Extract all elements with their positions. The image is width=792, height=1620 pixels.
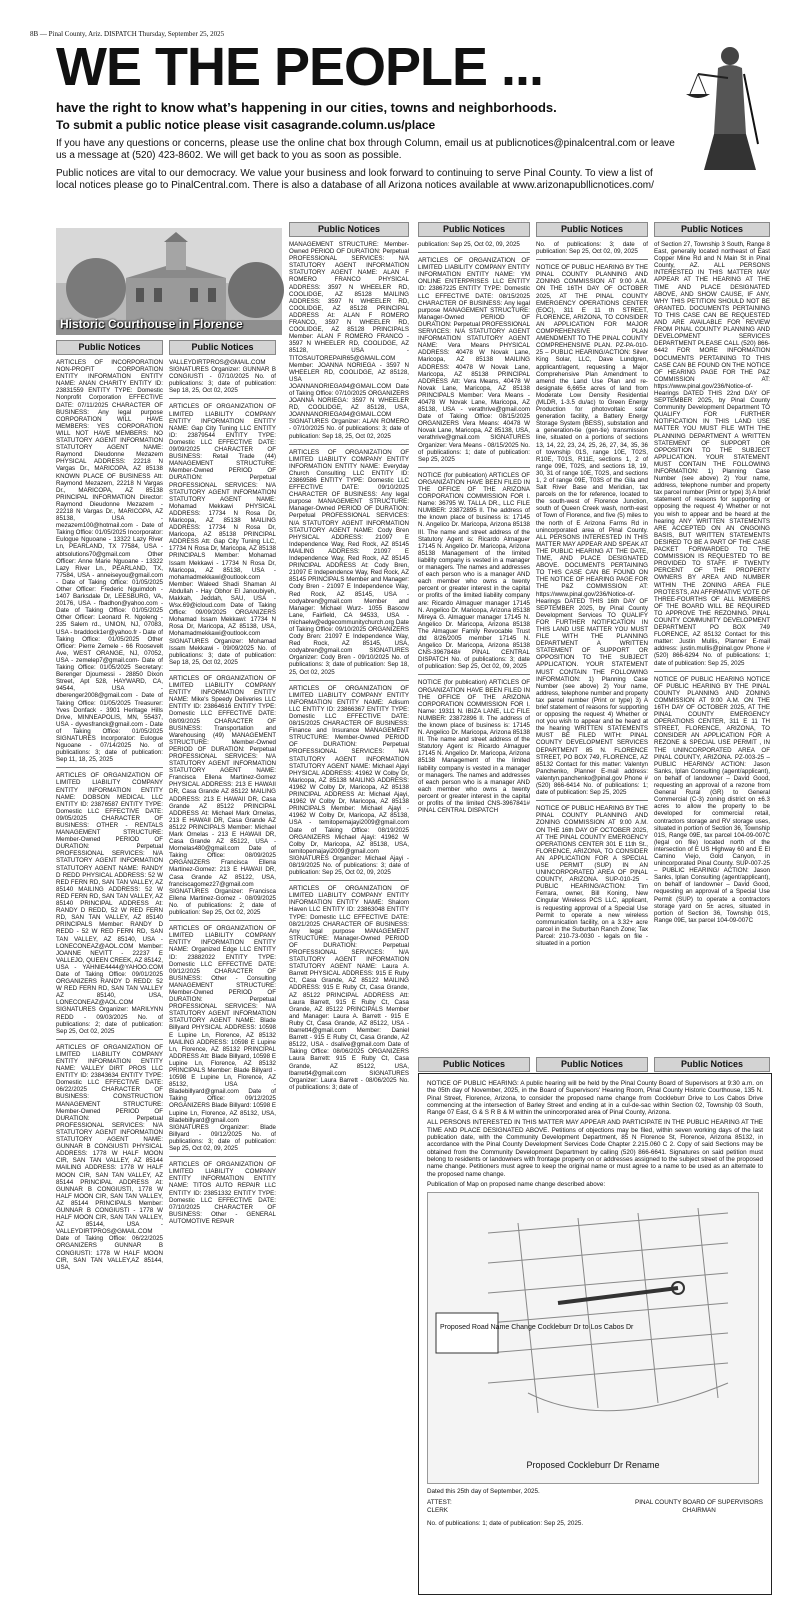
clerk-label: CLERK xyxy=(427,1506,448,1514)
section-header: Public Notices xyxy=(536,222,648,237)
submit-line: To submit a public notice please visit casagrande.column.us/place xyxy=(56,118,436,132)
notice-entry: NOTICE (for publication) ARTICLES OF ORGANIZATION HAVE BEEN FILED IN THE OFFICE OF THE ARIZONA CORPORATION COMMISSION FOR I. Name: 36795 W. TALLA DR., LLC FILE NUMBER: 23872895 II. The address of the known place of business is: 17145 N. Angelico Dr. Maricopa, Arizona 85138 III. The name and street address of the Statutory Agent is: Ricardo Almaguer 17145 N. Angelico Dr. Maricopa, Arizona 85138 Management of the limited liability company is vested in a manager or managers. The names and addresses of each person who is a manager AND each member who owns a twenty percent or greater interest in the capital or profits of the limited liability company are: Ricardo Almaguer manager 17145 N. Angelico Dr. Maricopa, Arizona 85138 Mireya G. Almaguer manager 17145 N. Angelico Dr. Maricopa, Arizona 85138 The Almaguer Family Revocable Trust dtd 8/26/2005 member 17145 N. Angelico Dr. Maricopa, Arizona 85138 CNS-3967848# PINAL CENTRAL DISPATCH No. of publications: 3; date of publication: Sep 25, Oct 02, 09, 2025 xyxy=(418,471,532,671)
photo-caption: Historic Courthouse in Florence xyxy=(60,317,243,331)
notice-entry: NOTICE OF PUBLIC HEARING NOTICE OF PUBLIC HEARING BY THE PINAL COUNTY PLANNING AND ZONING COMMISSION AT 9:00 A.M. ON THE 16TH DAY OF OCTOBER 2025, AT THE PINAL COUNTY EMERGENCY OPERATIONS CENTER, 311 E 11 TH STREET, FLORENCE, ARIZONA, TO CONSIDER AN APPLICATION FOR A REZONE & SPECIAL USE PERMIT , IN THE UNINCORPORATED AREA OF PINAL COUNTY, ARIZONA. PZ-003-25 – PUBLIC HEARING/ ACTION: Jason Sanks, Iplan Consulting (agent/applicant), on behalf of landowner – David Good, requesting an approval of a rezone from General Rural (GR) to General Commercial (C-3) zoning district on ±6.3 acres to allow the property to be developed for commercial retail, contractors storage and RV storage uses, situated in portion of Section 36, Township 01S, Range 09E, tax parcel 104-09-007C (legal on file) located north of the intersection of E US Highway 60 and E El Camino Viejo, Gold Canyon, in unincorporated Pinal County. SUP-007-25 – PUBLIC HEARING/ ACTION: Jason Sanks, Iplan Consulting (agent/applicant), on behalf of landowner – David Good, requesting an approval of a Special Use Permit (SUP) to operate a contractors storage yard on 5± acres, situated in portion of Section 36, Township 01S, Range 09E, tax parcel 104-09-007C xyxy=(654,675,772,924)
notice-publications: No. of publications: 1; date of publication: Sep 25, 2025. xyxy=(427,1520,584,1528)
section-header: Public Notices xyxy=(289,222,409,237)
attest-label: ATTEST: xyxy=(427,1499,452,1507)
notice-paragraph-2: ALL PERSONS INTERESTED IN THIS MATTER MAY APPEAR AND PARTICIPATE IN THE PUBLIC HEARING AT THE TIME AND PLACE DESIGNATED ABOVE. Petitions of objections may be filed, within seven working days of the last publication date, with the Community Development Department, 85 N Florence St, Florence, Arizona 85132, in accordance with the Pinal County Development Services Code Chapter 2.215.060 C 2. Copy of said Sections may be obtained from the Community Development Department by calling (520) 866-6641. Signatures on said petition must belong to residents or landowners with frontage property on or addresses assigned to the subject street of the proposed name change. Petitioners must agree to keep the original name or must agree to a name to be used as an alternate to the proposed name change. xyxy=(427,1119,763,1178)
notice-entry: NOTICE (for publication) ARTICLES OF ORGANIZATION HAVE BEEN FILED IN THE OFFICE OF THE ARIZONA CORPORATION COMMISSION FOR I. Name: 19311 N. IBIZA LANE, LLC FILE NUMBER: 23872896 II. The address of the known place of business is: 17145 N. Angelico Dr. Maricopa, Arizona 85138 III. The name and street address of the Statutory Agent is: Ricardo Almaguer 17145 N. Angelico Dr. Maricopa, Arizona 85138 Management of the limited liability company is vested in a manager or managers. The names and addresses of each person who is a manager AND each member who owns a twenty percent or greater interest in the capital or profits of the limited CNS-3967841# PINAL CENTRAL DISPATCH xyxy=(418,679,532,815)
notice-entry: ARTICLES OF ORGANIZATION OF LIMITED LIABILITY COMPANY ENTITY INFORMATION ENTITY NAME: TITOS AUTO REPAIR LLC ENTITY ID: 23851332 ENTITY TYPE: Domestic LLC EFFECTIVE DATE: 07/10/2025 CHARACTER OF BUSINESS: Other - GENERAL AUTOMOTIVE REPAIR xyxy=(169,1161,278,1225)
map-graphic xyxy=(428,1193,758,1483)
notice-entry: MANAGEMENT STRUCTURE: Member-Owned PERIOD OF DURATION: Perpetual PROFESSIONAL SERVICES: N/A STATUTORY AGENT INFORMATION STATUTORY AGENT NAME: ALAN F ROMERO FRANCO PHYSICAL ADDRESS: 3597 N WHEELER RD, COOLIDGE, AZ 85128 MAILING ADDRESS: 3597 N WHEELER RD, COOLIDGE, AZ 85128 PRINCIPAL ADDRESS At: ALAN F ROMERO FRANCO, 3597 N WHEELER RD, COOLIDGE, AZ 85128 PRINCIPALS Member: ALAN F ROMERO FRANCO - 3597 N WHEELER RD, COOLIDGE, AZ 85128, USA - TITOSAUTOREPAIR65@GMAIL.COM Member: JOANNA NORIEGA - 3597 N WHEELER RD, COOLIDGE, AZ 85128, USA - JOANNANORIEGA94@GMAIL.COM Date of Taking Office: 07/10/2025 ORGANIZERS JOANNA NORIEGA: 3597 N WHEELER RD, COOLIDGE, AZ 85128, USA, JOANNANORIEGA94@GMAIL.COM SIGNATURES Organizer: ALAN ROMERO - 07/10/2025 No. of publications: 3; date of publication: Sep 18, 25, Oct 02, 2025 xyxy=(289,241,411,440)
section-header: Public Notices xyxy=(654,1057,770,1072)
notice-entry: of Section 27, Township 3 South, Range 8 East, generally located northeast of East Copper Mine Rd and N Main St in Pinal County, AZ. ALL PERSONS INTERESTED IN THIS MATTER MAY APPEAR AT THE HEARING AT THE TIME AND PLACE DESIGNATED ABOVE, AND SHOW CAUSE, IF ANY, WHY THIS PETITION SHOULD NOT BE GRANTED. DOCUMENTS PERTAINING TO THIS CASE CAN BE REQUESTED AND ARE AVAILABLE FOR REVIEW FROM PINAL COUNTY PLANNING AND DEVELOPMENT SERVICES DEPARTMENT PLEASE CALL (520) 866-6442 FOR MORE INFORMATION DOCUMENTS PERTAINING TO THIS CASE CAN BE FOUND ON THE NOTICE OF HEARING PAGE FOR THE P&Z COMMISSION AT: https://www.pinal.gov/236/Notice-of-Hearings DATED THIS 22nd DAY OF SEPTEMBER 2025, by Pinal County Community Development Department TO QUALIFY FOR FURTHER NOTIFICATION IN THIS LAND USE MATTER YOU MUST FILE WITH THE PLANNING DEPARTMENT A WRITTEN STATEMENT OF SUPPORT OR OPPOSITION TO THE SUBJECT APPLICATION. YOUR STATEMENT MUST CONTAIN THE FOLLOWING INFORMATION: 1) Planning Case Number (see above) 2) Your name, address, telephone number and property tax parcel number (Print or type) 3) A brief statement of reasons for supporting or opposing the request 4) Whether or not you wish to appear and be heard at the hearing ANY WRITTEN STATEMENTS ARE ACCEPTED ON AN ONGOING BASIS, BUT WRITTEN STATEMENTS DESIRED TO BE A PART OF THE CASE PACKET FORWARDED TO THE COMMISSION IS REQUESTED TO BE PROVIDED TO STAFF. IF TWENTY PERCENT OF THE PROPERTY OWNERS BY AREA AND NUMBER WITHIN THE ZONING AREA FILE PROTESTS, AN AFFIRMATIVE VOTE OF THREE-FOURTHS OF ALL MEMBERS OF THE BOARD WILL BE REQUIRED TO APPROVE THE REZONING. PINAL COUNTY COMMUNITY DEVELOPMENT DEPARTMENT PO BOX 749 FLORENCE, AZ 85132 Contact for this matter: Justin Mullis, Planner E-mail address: justin.mullis@pinal.gov Phone # (520) 866-6294 No. of publications: 1; date of publication: Sep 25, 2025 xyxy=(654,241,772,667)
notice-column-4 xyxy=(418,222,530,1054)
notice-column-6 xyxy=(654,222,770,1054)
notice-column-2 xyxy=(169,340,276,1600)
notice-column-5 xyxy=(536,222,648,1054)
notice-entry: ARTICLES OF ORGANIZATION OF LIMITED LIABILITY COMPANY ENTITY INFORMATION ENTITY NAME: Shalom Haven LLC ENTITY ID: 23863048 ENTITY TYPE: Domestic LLC EFFECTIVE DATE: 08/21/2025 CHARACTER OF BUSINESS: Any legal purpose MANAGEMENT STRUCTURE: Manager-Owned PERIOD OF DURATION: Perpetual PROFESSIONAL SERVICES: N/A STATUTORY AGENT INFORMATION STATUTORY AGENT NAME: Laura A. Barrett PHYSICAL ADDRESS: 915 E Ruby Ct, Casa Grande, AZ 85122 MAILING ADDRESS: 915 E Ruby Ct, Casa Grande, AZ 85122 PRINCIPAL ADDRESS Att: Laura Barrett, 915 E Ruby Ct, Casa Grande, AZ 85122 PRINCIPALS Member and Manager: Laura A. Barrett - 915 E Ruby Ct, Casa Grande, AZ 85122, USA - lbarrett4@gmail.com Member: Daniel Barrett - 915 E Ruby Ct, Casa Grande, AZ 85122, USA - dsalive@gmail.com Date of Taking Office: 08/06/2025 ORGANIZERS Laura Barrett: 915 E Ruby Ct, Casa Grande, AZ 85122, USA, lbarrett4@gmail.com SIGNATURES Organizer: Laura Barrett - 08/06/2025 No. of publications: 3; date of xyxy=(289,885,411,1091)
notice-entry: VALLEYDIRTPROS@GMAIL.COM SIGNATURES Organizer: GUNNAR B CONGIUSTI - 07/10/2025 No. of publications: 3; date of publication: Sep 18, 25, Oct 02, 2025 xyxy=(169,359,278,395)
notice-entry: ARTICLES OF INCORPORATION NON-PROFIT CORPORATION ENTITY INFORMATION ENTITY NAME: ANAN CHARITY ENTITY ID: 23831559 ENTITY TYPE: Domestic Nonprofit Corporation EFFECTIVE DATE: 07/11/2025 CHARACTER OF BUSINESS: Any legal purpose CORPORATION WILL HAVE MEMBERS: YES CORPORATION WILL NOT HAVE MEMBERS: NO STATUTORY AGENT INFORMATION STATUTORY AGENT NAME: Raymond Dieudonne Mezazem PHYSICAL ADDRESS: 22218 N Vargas Dr., MARICOPA, AZ 85138 KNOWN PLACE OF BUSINESS Att: Raymond Mezazem, 22218 N Vargas Dr., MARICOPA, AZ 85138 PRINCIPAL INFORMATION Director: Raymond Dieudonne Mezazem - 22218 N Vargas Dr., MARICOPA, AZ 85138, USA - mezazem100@hotmail.com - Date of Taking Office: 01/05/2025 Incorporator: Eulogue Nguoane - 13322 Lazy River Ln, PEARLAND, TX 77584, USA - abtsolutions70@gmail.com Other Officer: Anne Marie Nguoane - 13322 Lazy River Ln., PEARLAND, TX, 77584, USA - anneiseyou@gmail.com - Date of Taking Office: 01/05/2025 Other Officer: Frederic Nguimdoh - 1407 Barksdale Dr, LEESBURG, VA, 20176, USA - fbadhon@yahoo.com - Date of Taking Office: 01/05/2025 Other Officer: Leonard R. Ngoleng - 235 Salem rd., UNION, NJ, 07083, USA - braddock1er@yahoo.fr - Date of Taking Office: 01/05/2025 Other Officer: Pierre Zemele - 66 Roosevelt Ave, WEST ORANGE, NJ, 07052, USA - zemelep7@gmail.com- Date of Taking Office: 01/05/2025 Secretary: Berenger Djoumessi - 28850 Dixon Street, Apt 528, HAYWARD, CA, 94544, USA - dberenger2008@gmail.com - Date of Taking Office: 01/05/2025 Treasurer: Yves Donfack - 3901 Heritage Hills Drive, MINNEAPOLIS, MN, 55437, USA - dyvesfranck@gmail.com - Date of Taking Office: 01/05/2025 SIGNATURES Incorporator: Eulogue Nguoane - 07/14/2025 No. of publications: 3; date of publication: Sep 11, 18, 25, 2025 xyxy=(56,359,165,764)
road-rename-map xyxy=(427,1192,759,1484)
notice-entry: ARTICLES OF ORGANIZATION OF LIMITED LIABILITY COMPANY ENTITY INFORMATION ENTITY NAME: DOBSON MEDICAL LLC ENTITY ID: 23876587 ENTITY TYPE: Domestic LLC EFFECTIVE DATE: 09/05/2025 CHARACTER OF BUSINESS: OTHER - RENTALS MANAGEMENT STRUCTURE: Member-Owned PERIOD OF DURATION: Perpetual PROFESSIONAL SERVICES: N/A STATUTORY AGENT INFORMATION STATUTORY AGENT NAME: RANDY D REDD PHYSICAL ADDRESS: 52 W RED FERN RD, SAN TAN VALLEY, AZ 85140 MAILING ADDRESS: 52 W RED FERN RD, SAN TAN VALLEY, AZ 85140 PRINCIPAL ADDRESS At: RANDY D REDD, 52 W RED FERN RD, SAN TAN VALLEY, AZ 85140 PRINCIPALS Member: RANDY D REDD - 52 W RED FERN RD, SAN TAN VALLEY, AZ 85140, USA - LONECONEAZ@AOL.COM Member: JOANNE NEVITT - 22237 E VALLEJO, QUEEN CREEK, AZ 85142, USA - YAHNIE4444@YAHOO.COM Date of Taking Office: 09/01/2025 ORGANIZERS RANDY D REDD: 52 W RED FERN RD, SAN TAN VALLEY AZ 85140, USA, LONECONEAZ@AOL.COM SIGNATURES Organizer: MARILYNN REDD - 09/03/2025 No. of publications: 2; date of publication: Sep 25, Oct 02, 2025 xyxy=(56,772,165,1035)
notice-entry: ARTICLES OF ORGANIZATION OF LIMITED LIABILITY COMPANY ENTITY INFORMATION ENTITY NAME: Everyday Church Consulting LLC ENTITY ID: 23869586 ENTITY TYPE: Domestic LLC EFFECTIVE DATE: 09/10/2025 CHARACTER OF BUSINESS: Any legal purpose MANAGEMENT STRUCTURE: Manager-Owned PERIOD OF DURATION: Perpetual PROFESSIONAL SERVICES: N/A STATUTORY AGENT INFORMATION STATUTORY AGENT NAME: Cody Bren PHYSICAL ADDRESS: 21097 E Independence Way, Red Rock, AZ 85145 MAILING ADDRESS: 21097 E Independence Way, Red Rock, AZ 85145 PRINCIPAL ADDRESS At: Cody Bren, 21097 E Independence Way, Red Rock, AZ 85145 PRINCIPALS Member and Manager: Cody Bren - 21097 E Independence Way, Red Rock, AZ 85145, USA - codyabren@gmail.com Member and Manager: Michael Wurz- 1055 Bascow Lane, Fairfield, CA 94533, USA - michaelw@edgecommunitychurch.org Date of Taking Office: 09/10/2025 ORGANIZERS Cody Bren: 21097 E Independence Way, Red Rock, AZ 85145, USA, codyabren@gmail.com SIGNATURES Organizer: Cody Bren - 09/10/2025 No. of publications: 3; date of publication: Sep 18, 25, Oct 02, 2025 xyxy=(289,448,411,676)
road-rename-notice xyxy=(418,1073,772,1595)
notice-entry: ARTICLES OF ORGANIZATION OF LIMITED LIABILITY COMPANY ENTITY INFORMATION ENTITY NAME: YM ONLINE ENTERPRISES LLC ENTITY ID: 23867225 ENTITY TYPE: Domestic LLC EFFECTIVE DATE: 08/15/2025 CHARACTER OF BUSINESS: Any legal purpose MANAGEMENT STRUCTURE: Manager-Owned PERIOD OF DURATION: Perpetual PROFESSIONAL SERVICES: N/A STATUTORY AGENT INFORMATION STATUTORY AGENT NAME: Vera Means PHYSICAL ADDRESS: 40478 W Novak Lane, Maricopa, AZ 85138 MAILING ADDRESS: 40478 W Novak Lane, Maricopa, AZ 85138 PRINCIPAL ADDRESS Att: Vera Means, 40478 W Novak Lane, Maricopa, AZ 85138 PRINCIPALS Member: Vera Means - 40478 W Novak Lane, Maricopa, AZ 85138, USA - verathrive@gmail.com Date of Taking Office: 08/15/2025 ORGANIZERS Vera Means: 40478 W Novak Lane, Maricopa, AZ 85138, USA, verathrive@gmail.com SIGNATURES Organizer: Vera Means - 08/15/2025 No. of publications: 1; date of publication: Sep 25, 2025 xyxy=(418,257,532,463)
section-header: Public Notices xyxy=(169,340,276,355)
dated-line: Dated this 25th day of September, 2025. xyxy=(427,1488,540,1496)
section-header: Public Notices xyxy=(418,1057,530,1072)
section-header: Public Notices xyxy=(56,340,163,355)
notice-entry: ARTICLES OF ORGANIZATION OF LIMITED LIABILITY COMPANY ENTITY INFORMATION ENTITY NAME: Adisum LLC ENTITY ID: 23866367 ENTITY TYPE: Domestic LLC EFFECTIVE DATE: 08/15/2025 CHARACTER OF BUSINESS: Finance and Insurance MANAGEMENT STRUCTURE: Member-Owned PERIOD OF DURATION: Perpetual PROFESSIONAL SERVICES: N/A STATUTORY AGENT INFORMATION STATUTORY AGENT NAME: Michael Ajayi PHYSICAL ADDRESS: 41962 W Colby Dr, Maricopa, AZ 85138 MAILING ADDRESS: 41962 W Colby Dr, Maricopa, AZ 85138 PRINCIPAL ADDRESS At: Michael Ajayi, 41962 W Colby Dr, Maricopa, AZ 85138 PRINCIPALS Member: Michael Ajayi - 41962 W Colby Dr, Maricopa, AZ 85138, USA - temitopemajayi2009@gmail.com Date of Taking Office: 08/19/2025 ORGANIZERS Michael Ajayi: 41962 W Colby Dr, Maricopa, AZ 85138, USA, temitopemajayi2009@gmail.com SIGNATURES Organizer: Michael Ajayi - 08/19/2025 No. of publications: 3; date of publication: Sep 25, Oct 02, 09, 2025 xyxy=(289,684,411,877)
notice-column-3 xyxy=(289,222,409,1600)
notice-entry: ARTICLES OF ORGANIZATION OF LIMITED LIABILITY COMPANY ENTITY INFORMATION ENTITY NAME: Mike's Speedy Deliveries LLC ENTITY ID: 23864616 ENTITY TYPE: Domestic LLC EFFECTIVE DATE: 08/09/2025 CHARACTER OF BUSINESS: Transportation and Warehousing (49) MANAGEMENT STRUCTURE: Member-Owned PERIOD OF DURATION: Perpetual PROFESSIONAL SERVICES: N/A STATUTORY AGENT INFORMATION STATUTORY AGENT NAME: Francisca Ellena Martinez-Gomez PHYSICAL ADDRESS: 213 E HAWAII DR, Casa Grande AZ 85122 MAILING ADDRESS: 213 E HAWAII DR, Casa Grande AZ 85122 PRINCIPAL ADDRESS At: Michael Mark Ornelas, 213 E HAWAII DR, Casa Grande AZ 85122 PRINCIPALS Member: Michael Mark Ornelas - 213 E HAWAII DR, Casa Grande AZ 85122, USA - Mornelas480@gmail.com Date of Taking Office: 08/09/2025 ORGANIZERS Francisca Ellena Martinez-Gomez: 213 E HAWAII DR, Casa Grande AZ 85122, USA, franciscagomez27@gmail.com SIGNATURES Organizer: Francisca Ellena Martinez-Gomez - 08/09/2025 No. of publications: 2; date of publication: Sep 25, Oct 02, 2025 xyxy=(169,674,278,917)
intro-paragraph-2: Public notices are vital to our democracy. We value your business and look forward to continuing to serve Pinal County. To view a list of local notices please go to PinalCentral.com. There is also a database of all Arizona notices available at www.arizonapubllicnotices.com/ xyxy=(56,168,654,191)
notice-entry: NOTICE OF PUBLIC HEARING BY THE PINAL COUNTY PLANNING AND ZONING COMMISSION AT 9:00 A.M. ON THE 16th DAY OF OCTOBER 2025, AT THE PINAL COUNTY EMERGENCY OPERATIONS CENTER 301 E 11th St., FLORENCE, ARIZONA, TO CONSIDER AN APPLICATION FOR A SPECIAL USE PERMIT (SUP) IN AN UNINCORPORATED AREA OF PINAL COUNTY, ARIZONA. SUP-010-25 - PUBLIC HEARING/ACTION: Tim Ferrara, owner, Bill Koning, New Cingular Wireless PCS LLC, applicant, is requesting approval of a Special Use Permit to operate a new wireless communication facility, on a 3.32+ acre parcel in the Suburban Ranch Zone; Tax Parcel: 210-73-0030 - legals on file - situated in a portion xyxy=(536,805,650,947)
chairman-label: CHAIRMAN xyxy=(682,1506,716,1514)
lady-justice-illustration xyxy=(680,34,770,174)
map-label: Proposed Road Name Change Cockleburr Dr to Los Cabos Dr xyxy=(440,1324,634,1332)
notice-paragraph-3: Publication of Map on proposed name change described above: xyxy=(427,1180,606,1188)
notice-paragraph-1: NOTICE OF PUBLIC HEARING: A public hearing will be held by the Pinal County Board of Supervisors at 9:30 a.m. on the 05th day of November, 2025, in the Board of Supervisors' Hearing Room, Pinal County Historic Courthouse, 135 N. Pinal Street, Florence, Arizona, to consider the proposed name change from Cockleburr Drive to Los Cabos Drive commencing at the intersection of Barley Street and ending at in a cul-de-sac within Section 02, Township 03 South, Range 07 East, G & S R B & M within the unincorporated area of Pinal County, Arizona. xyxy=(427,1080,763,1117)
notice-entry: ARTICLES OF ORGANIZATION OF LIMITED LIABILITY COMPANY ENTITY INFORMATION ENTITY NAME: Gap City Tuning LLC ENTITY ID: 23879544 ENTITY TYPE: Domestic LLC EFFECTIVE DATE: 09/09/2025 CHARACTER OF BUSINESS: Retail Trade (44) MANAGEMENT STRUCTURE: Member-Owned PERIOD OF DURATION: Perpetual PROFESSIONAL SERVICES: N/A STATUTORY AGENT INFORMATION STATUTORY AGENT NAME: Mohamad Mekkawi PHYSICAL ADDRESS: 17734 N Rosa Dr, Maricopa, AZ 85138 MAILING ADDRESS: 17734 N Rosa Dr, Maricopa, AZ 85138 PRINCIPAL ADDRESS Att: Gap City Tuning LLC, 17734 N Rosa Dr, Maricopa, AZ 85138 PRINCIPALS Member: Mohamad Issam Mekkawi - 17734 N Rosa Dr, Maricopa, AZ 85138, USA - mohamadmekkawi@outlook.com Member: Waleed Shadi Shaman Al Abdullah - Hay Obhor El Janoubiyeh, Makkah, Jeddah, SAU, USA - Wsx.69@icloud.com Date of Taking Office: 09/09/2025 ORGANIZERS Mohamad Issam Mekkawi: 17734 N Rosa Dr, Maricopa, AZ 85138, USA, Mohamadmekkawi@outlook.com SIGNATURES Organizer: Mohamad Issam Mekkawi - 09/09/2025 No. of publications: 3; date of publication: Sep 18, 25, Oct 02, 2025 xyxy=(169,403,278,666)
notice-entry: ARTICLES OF ORGANIZATION OF LIMITED LIABILITY COMPANY ENTITY INFORMATION ENTITY NAME: Organized Edge LLC ENTITY ID: 23882022 ENTITY TYPE: Domestic LLC EFFECTIVE DATE: 09/12/2025 CHARACTER OF BUSINESS: Other - Consulting MANAGEMENT STRUCTURE: Member-Owned PERIOD OF DURATION: Perpetual PROFESSIONAL SERVICES: N/A STATUTORY AGENT INFORMATION STATUTORY AGENT NAME: Blade Billyard PHYSICAL ADDRESS: 10598 E Lupine Ln, Florence, AZ 85132 MAILING ADDRESS: 10598 E Lupine Ln, Florence, AZ 85132 PRINCIPAL ADDRESS Att: Blade Billyard, 10598 E Lupine Ln, Florence, AZ 85132 PRINCIPALS Member: Blade Billyard - 10598 E Lupine Ln, Florence, AZ 85132, USA - Bladebillyard@gmail.com Date of Taking Office: 09/12/2025 ORGANIZERS Blade Billyard: 10598 E Lupine Ln, Florence, AZ 85132, USA, Bladebillyard@gmail.com SIGNATURES Organizer: Blade Billyard - 09/12/2025 No. of publications: 3; date of publication: Sep 25, Oct 02, 09, 2025 xyxy=(169,925,278,1153)
masthead-title: WE THE PEOPLE ... xyxy=(56,37,544,97)
notice-entry: publication: Sep 25, Oct 02, 09, 2025 xyxy=(418,241,520,248)
tagline: have the right to know what’s happening in our cities, towns and neighborhoods. xyxy=(56,100,557,115)
board-label: PINAL COUNTY BOARD OF SUPERVISORS xyxy=(635,1499,763,1507)
section-header: Public Notices xyxy=(536,1057,648,1072)
intro-block xyxy=(56,138,676,198)
notice-column-1 xyxy=(56,340,163,1600)
signature-block xyxy=(427,1499,763,1514)
page-folio: 8B — Pinal County, Ariz. DISPATCH Thursday, September 25, 2025 xyxy=(30,30,225,38)
section-header: Public Notices xyxy=(654,222,770,237)
notice-entry: ARTICLES OF ORGANIZATION OF LIMITED LIABILITY COMPANY ENTITY INFORMATION ENTITY NAME: VALLEY DIRT PROS LLC ENTITY ID: 23843634 ENTITY TYPE: Domestic LLC EFFECTIVE DATE: 06/22/2025 CHARACTER OF BUSINESS: CONSTRUCTION MANAGEMENT STRUCTURE: Member-Owned PERIOD OF DURATION: Perpetual PROFESSIONAL SERVICES: N/A STATUTORY AGENT INFORMATION STATUTORY AGENT NAME: GUNNAR B CONGIUSTI PHYSICAL ADDRESS: 1778 W HALF MOON CIR, SAN TAN VALLEY, AZ 85144 MAILING ADDRESS: 1778 W HALF MOON CIR, SAN TAN VALLEY, AZ 85144 PRINCIPAL ADDRESS At: GUNNAR B CONGIUSTI, 1778 W HALF MOON CIR, SAN TAN VALLEY, AZ 85144 PRINCIPALS Member: GUNNAR B CONGIUSTI - 1778 W HALF MOON CIR, SAN TAN VALLEY, AZ 85144, USA - VALLEYDIRTPROS@GMAIL.COM Date of Taking Office: 06/22/2025 ORGANIZERS GUNNAR B CONGIUSTI: 1778 W HALF MOON CIR, SAN TAN VALLEY,AZ 85144, USA, xyxy=(56,1043,165,1271)
intro-paragraph-1: If you have any questions or concerns, please use the online chat box through Column, email us at publicnotices@pinalcentral.com or leave us a message at (520) 423-8602. We will get back to you as soon as possible. xyxy=(56,138,675,161)
map-title: Proposed Cockleburr Dr Rename xyxy=(526,1460,660,1471)
courthouse-photo xyxy=(56,228,282,335)
notice-entry: NOTICE OF PUBLIC HEARING BY THE PINAL COUNTY PLANNING AND ZONING COMMISSION AT 9:00 A.M. ON THE 16TH DAY OF OCTOBER 2025, AT THE PINAL COUNTY EMERGENCY OPERATIONS CENTER (EOC), 311 E 11 th STREET, FLORENCE, ARIZONA, TO CONSIDER AN APPLICATION FOR MAJOR COMPREHENSIVE PLAN AMENDMENT TO THE PINAL COUNTY COMPREHENSIVE PLAN. PZ-PA-010-25 – PUBLIC HEARING/ACTION: Silver King Solar, LLC, Dave Lundgren, applicant/agent, requesting a Major Comprehensive Plan Amendment to amend the Land Use Plan and re-designate 6,665± acres of land from Moderate Low Density Residential (MLDR, 1-3.5 du/ac) to Green Energy Production for photovoltaic solar generation facility, a Battery Energy Storage System (BESS), substation and a generation-tie (gen-tie) transmission line, situated on a portions of sections 13, 14, 22, 23, 24, 25, 26, 27, 34, 35, 36 of township 01S, range 10E, T02S, R10E, T01S, R11E, sections 1, 2 of range 09E, T02S, and sections 18, 19, 30, 31 of range 10E, T02S, and sections 1, 2 of range 09E, T03S of the Gila and Salt River Base and Meridian, tax parcels on the for reference, located to the south-west of Florence Junction, south of Queen Creek wash, north-east of Town of Florence, and five (5) miles to the north of E Arizona Farms Rd in unincorporated area of Pinal County. ALL PERSONS INTERESTED IN THIS MATTER MAY APPEAR AND SPEAK AT THE PUBLIC HEARING AT THE DATE, TIME, AND PLACE DESIGNATED ABOVE. DOCUMENTS PERTAINING TO THIS CASE CAN BE FOUND ON THE NOTICE OF HEARING PAGE FOR THE P&Z COMMISSION AT: https://www.pinal.gov/236/Notice-of-Hearings DATED THIS 16th DAY OF SEPTEMBER 2025, by Pinal County Development Services TO QUALIFY FOR FURTHER NOTIFICATION IN THIS LAND USE MATTER YOU MUST FILE WITH THE PLANNING DEPARTMENT A WRITTEN STATEMENT OF SUPPORT OR OPPOSITION TO THE SUBJECT APPLICATION. YOUR STATEMENT MUST CONTAIN THE FOLLOWING INFORMATION: 1) Planning Case Number (see above) 2) Your name, address, telephone number and property tax parcel number (Print or type) 3) A brief statement of reasons for supporting or opposing the request 4) Whether or not you wish to appear and be heard at the hearing WRITTEN STATEMENTS MUST BE FILED WITH: PINAL COUNTY DEVELOPMENT SERVICES DEPARTMENT 85 N. FLORENCE STREET, PO BOX 749, FLORENCE, AZ 85132 Contact for this matter: Valentyn Panchenko, Planner E-mail address: valentyn.panchenko@pinal.gov Phone # (520) 866-6414 No. of publications: 1; date of publication: Sep 25, 2025 xyxy=(536,264,650,797)
notice-entry: No. of publications: 3; date of publication: Sep 25, Oct 02, 09, 2025 xyxy=(536,241,650,256)
section-header: Public Notices xyxy=(418,222,530,237)
